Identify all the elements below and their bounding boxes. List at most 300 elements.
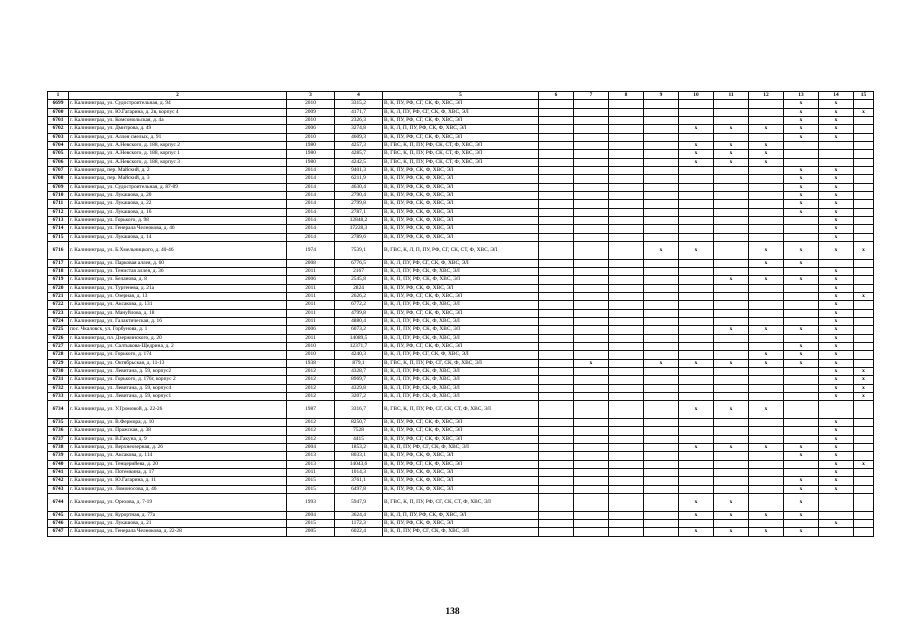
- mark-cell: [679, 519, 714, 527]
- mark-cell: [714, 368, 749, 376]
- mark-cell: x: [819, 217, 854, 225]
- mark-cell: [749, 519, 784, 527]
- mark-cell: [679, 208, 714, 216]
- mark-cell: [609, 158, 644, 166]
- row-number: 6728: [48, 351, 69, 359]
- mark-cell: x: [854, 368, 874, 376]
- address-cell: г. Калининград, ул. Левитана, д. 59, корпус4: [69, 384, 287, 392]
- mark-cell: [574, 158, 609, 166]
- mark-cell: [644, 528, 679, 536]
- mark-cell: x: [819, 393, 854, 401]
- area-cell: 6022,4: [335, 528, 383, 536]
- mark-cell: x: [749, 158, 784, 166]
- mark-cell: [539, 200, 574, 208]
- mark-cell: [609, 435, 644, 443]
- area-cell: 8033,1: [335, 452, 383, 460]
- mark-cell: [714, 318, 749, 326]
- mark-cell: [574, 368, 609, 376]
- area-cell: 2167: [335, 267, 383, 275]
- mark-cell: [714, 183, 749, 191]
- systems-cell: В, ГВС, К, П, ПУ, РФ, СГ, СК, СТ, Ф, ХВС, ЭЛ: [383, 401, 539, 419]
- row-number: 6713: [48, 217, 69, 225]
- mark-cell: [644, 233, 679, 241]
- mark-cell: [749, 427, 784, 435]
- area-cell: 3274,8: [335, 125, 383, 133]
- mark-cell: [714, 175, 749, 183]
- mark-cell: [644, 511, 679, 519]
- mark-cell: x: [819, 233, 854, 241]
- year-cell: 2012: [287, 368, 335, 376]
- mark-cell: [539, 158, 574, 166]
- mark-cell: x: [819, 133, 854, 141]
- mark-cell: [539, 100, 574, 108]
- mark-cell: [539, 368, 574, 376]
- mark-cell: [609, 192, 644, 200]
- mark-cell: [574, 167, 609, 175]
- mark-cell: [539, 301, 574, 309]
- row-number: 6723: [48, 309, 69, 317]
- mark-cell: [609, 175, 644, 183]
- mark-cell: x: [749, 150, 784, 158]
- mark-cell: [574, 334, 609, 342]
- mark-cell: [679, 351, 714, 359]
- year-cell: 2015: [287, 485, 335, 493]
- mark-cell: [854, 208, 874, 216]
- table-row: [48, 452, 874, 460]
- mark-cell: [749, 334, 784, 342]
- mark-cell: [539, 150, 574, 158]
- systems-cell: В, К, ПУ, РФ, СК, Ф, ХВС, ЭЛ: [383, 519, 539, 527]
- mark-cell: [854, 452, 874, 460]
- mark-cell: x: [819, 284, 854, 292]
- mark-cell: x: [749, 511, 784, 519]
- mark-cell: [784, 368, 819, 376]
- mark-cell: x: [819, 276, 854, 284]
- mark-cell: x: [714, 276, 749, 284]
- mark-cell: [609, 150, 644, 158]
- mark-cell: [609, 368, 644, 376]
- mark-cell: [574, 485, 609, 493]
- row-number: 6709: [48, 183, 69, 191]
- mark-cell: [539, 217, 574, 225]
- mark-cell: [714, 376, 749, 384]
- mark-cell: [574, 384, 609, 392]
- area-cell: 5947,9: [335, 494, 383, 512]
- mark-cell: x: [784, 444, 819, 452]
- row-number: 6699: [48, 100, 69, 108]
- year-cell: 1980: [287, 150, 335, 158]
- mark-cell: x: [784, 343, 819, 351]
- mark-cell: [644, 200, 679, 208]
- mark-cell: [854, 477, 874, 485]
- mark-cell: [644, 183, 679, 191]
- mark-cell: [644, 334, 679, 342]
- area-cell: 9401,3: [335, 167, 383, 175]
- year-cell: 2013: [287, 452, 335, 460]
- mark-cell: [539, 125, 574, 133]
- mark-cell: [644, 276, 679, 284]
- mark-cell: x: [679, 158, 714, 166]
- mark-cell: [854, 116, 874, 124]
- mark-cell: [784, 435, 819, 443]
- mark-cell: [609, 100, 644, 108]
- mark-cell: [609, 309, 644, 317]
- mark-cell: [609, 351, 644, 359]
- year-cell: 2004: [287, 444, 335, 452]
- address-cell: г. Калининград, ул. Верхнеозерная, д. 26: [69, 444, 287, 452]
- year-cell: 1938: [287, 359, 335, 367]
- column-header: 3: [287, 92, 335, 100]
- mark-cell: x: [819, 351, 854, 359]
- systems-cell: В, К, Л, ПУ, РФ, СГ, СК, Ф, ХВС, ЭЛ: [383, 259, 539, 267]
- mark-cell: [714, 485, 749, 493]
- mark-cell: [854, 259, 874, 267]
- table-row: [48, 435, 874, 443]
- mark-cell: [784, 318, 819, 326]
- mark-cell: x: [784, 528, 819, 536]
- mark-cell: [679, 267, 714, 275]
- systems-cell: В, ГВС, К, П, ПУ, РФ, СГ, СК, Ф, ХВС, ЭЛ: [383, 359, 539, 367]
- mark-cell: [714, 293, 749, 301]
- mark-cell: [574, 242, 609, 260]
- mark-cell: [854, 519, 874, 527]
- table-row: [48, 133, 874, 141]
- table-row: [48, 276, 874, 284]
- year-cell: 2014: [287, 225, 335, 233]
- mark-cell: [714, 225, 749, 233]
- mark-cell: x: [679, 142, 714, 150]
- mark-cell: [784, 393, 819, 401]
- table-row: [48, 167, 874, 175]
- mark-cell: [784, 301, 819, 309]
- area-cell: 4415: [335, 435, 383, 443]
- address-cell: г. Калининград, ул. Генерала Челнокова, д. 46: [69, 225, 287, 233]
- mark-cell: [609, 142, 644, 150]
- mark-cell: x: [679, 150, 714, 158]
- mark-cell: [854, 158, 874, 166]
- mark-cell: [749, 267, 784, 275]
- row-number: 6715: [48, 233, 69, 241]
- address-cell: г. Калининград, ул. Октябрьская, д. 11-13: [69, 359, 287, 367]
- mark-cell: [539, 384, 574, 392]
- mark-cell: [609, 267, 644, 275]
- mark-cell: x: [819, 108, 854, 116]
- area-cell: 3315,2: [335, 100, 383, 108]
- mark-cell: x: [819, 343, 854, 351]
- mark-cell: [644, 401, 679, 419]
- systems-cell: В, К, Л, ПУ, РФ, СК, Ф, ХВС, ЭЛ: [383, 334, 539, 342]
- mark-cell: [714, 208, 749, 216]
- mark-cell: [644, 293, 679, 301]
- mark-cell: [644, 435, 679, 443]
- mark-cell: x: [819, 309, 854, 317]
- mark-cell: x: [784, 116, 819, 124]
- mark-cell: x: [784, 477, 819, 485]
- table-row: [48, 200, 874, 208]
- mark-cell: [679, 368, 714, 376]
- mark-cell: [609, 334, 644, 342]
- mark-cell: x: [819, 452, 854, 460]
- area-cell: 2326,3: [335, 116, 383, 124]
- table-row: [48, 343, 874, 351]
- area-cell: 14043,6: [335, 460, 383, 468]
- mark-cell: x: [854, 293, 874, 301]
- mark-cell: [679, 460, 714, 468]
- mark-cell: [574, 309, 609, 317]
- year-cell: 2012: [287, 393, 335, 401]
- mark-cell: [714, 427, 749, 435]
- area-cell: 2824: [335, 284, 383, 292]
- mark-cell: [714, 108, 749, 116]
- mark-cell: [609, 469, 644, 477]
- systems-cell: В, К, ПУ, РФ, СГ, СК, Ф, ХВС, ЭЛ: [383, 435, 539, 443]
- mark-cell: [854, 326, 874, 334]
- mark-cell: [749, 208, 784, 216]
- mark-cell: [644, 444, 679, 452]
- mark-cell: [644, 133, 679, 141]
- mark-cell: x: [679, 242, 714, 260]
- table-row: [48, 284, 874, 292]
- year-cell: 2015: [287, 477, 335, 485]
- mark-cell: [539, 108, 574, 116]
- mark-cell: [679, 133, 714, 141]
- mark-cell: [644, 343, 679, 351]
- row-number: 6745: [48, 511, 69, 519]
- row-number: 6717: [48, 259, 69, 267]
- area-cell: 2789,6: [335, 233, 383, 241]
- address-cell: г. Калининград, ул. Парковая аллея, д. 60: [69, 259, 287, 267]
- mark-cell: [644, 326, 679, 334]
- table-row: [48, 494, 874, 512]
- mark-cell: [574, 259, 609, 267]
- address-cell: г. Калининград, ул. Ю.Гагарина, д. 2в, корпус 4: [69, 108, 287, 116]
- address-cell: г. Калининград, ул. Потемкина, д. 17: [69, 469, 287, 477]
- row-number: 6743: [48, 485, 69, 493]
- mark-cell: [644, 208, 679, 216]
- mark-cell: [749, 435, 784, 443]
- mark-cell: [574, 284, 609, 292]
- mark-cell: [644, 116, 679, 124]
- mark-cell: [679, 427, 714, 435]
- table-row: [48, 334, 874, 342]
- year-cell: 2010: [287, 100, 335, 108]
- systems-cell: В, К, ПУ, РФ, СК, Ф, ХВС, ЭЛ: [383, 284, 539, 292]
- table-row: [48, 301, 874, 309]
- mark-cell: [749, 192, 784, 200]
- mark-cell: [749, 301, 784, 309]
- year-cell: 2014: [287, 200, 335, 208]
- mark-cell: [784, 150, 819, 158]
- address-cell: г. Калининград, ул. Озерная, д. 13: [69, 293, 287, 301]
- mark-cell: [749, 343, 784, 351]
- year-cell: 2012: [287, 427, 335, 435]
- systems-cell: В, К, ПУ, РФ, СК, Ф, ХВС, ЭЛ: [383, 208, 539, 216]
- mark-cell: [819, 150, 854, 158]
- area-cell: 6073,2: [335, 326, 383, 334]
- row-number: 6712: [48, 208, 69, 216]
- row-number: 6706: [48, 158, 69, 166]
- area-cell: 8250,7: [335, 418, 383, 426]
- mark-cell: [609, 225, 644, 233]
- mark-cell: [539, 309, 574, 317]
- row-number: 6741: [48, 469, 69, 477]
- mark-cell: [749, 108, 784, 116]
- mark-cell: x: [819, 318, 854, 326]
- table-row: [48, 267, 874, 275]
- mark-cell: [539, 208, 574, 216]
- address-cell: г. Калининград, ул. Тургенева, д. 21а: [69, 284, 287, 292]
- systems-cell: В, К, ПУ, РФ, СК, Ф, ХВС, ЭЛ: [383, 233, 539, 241]
- table-row: [48, 326, 874, 334]
- area-cell: 879,1: [335, 359, 383, 367]
- systems-cell: В, ГВС, К, Л, П, ПУ, РФ, СГ, СК, СТ, Ф, ХВС, ЭЛ: [383, 242, 539, 260]
- mark-cell: [574, 376, 609, 384]
- address-cell: г. Калининград, ул. Курортная, д. 77а: [69, 511, 287, 519]
- area-cell: 6776,5: [335, 259, 383, 267]
- year-cell: 2006: [287, 276, 335, 284]
- mark-cell: x: [819, 192, 854, 200]
- column-header: 1: [48, 92, 69, 100]
- mark-cell: [644, 318, 679, 326]
- mark-cell: [539, 225, 574, 233]
- systems-cell: В, ГВС, К, П, ПУ, РФ, СК, СТ, Ф, ХВС, ЭЛ: [383, 150, 539, 158]
- area-cell: 6772,2: [335, 301, 383, 309]
- table-row: [48, 368, 874, 376]
- mark-cell: [539, 427, 574, 435]
- mark-cell: [644, 100, 679, 108]
- area-cell: 7539,1: [335, 242, 383, 260]
- systems-cell: В, К, ПУ, РФ, СГ, СК, Ф, ХВС, ЭЛ: [383, 460, 539, 468]
- mark-cell: [714, 452, 749, 460]
- mark-cell: [609, 125, 644, 133]
- year-cell: 2006: [287, 125, 335, 133]
- mark-cell: [609, 494, 644, 512]
- column-header: 14: [819, 92, 854, 100]
- mark-cell: [749, 284, 784, 292]
- mark-cell: x: [784, 192, 819, 200]
- table-row: [48, 401, 874, 419]
- year-cell: 2015: [287, 519, 335, 527]
- mark-cell: x: [819, 384, 854, 392]
- area-cell: 3316,7: [335, 401, 383, 419]
- area-cell: 4285,7: [335, 150, 383, 158]
- mark-cell: [644, 418, 679, 426]
- mark-cell: [539, 528, 574, 536]
- mark-cell: [679, 301, 714, 309]
- mark-cell: [539, 401, 574, 419]
- systems-cell: В, К, ПУ, РФ, СГ, СК, Ф, ХВС, ЭЛ: [383, 133, 539, 141]
- year-cell: 2011: [287, 301, 335, 309]
- mark-cell: x: [854, 460, 874, 468]
- mark-cell: [609, 393, 644, 401]
- mark-cell: x: [819, 359, 854, 367]
- mark-cell: [539, 477, 574, 485]
- mark-cell: [644, 368, 679, 376]
- mark-cell: x: [644, 359, 679, 367]
- area-cell: 14089,5: [335, 334, 383, 342]
- area-cell: 4329,8: [335, 384, 383, 392]
- area-cell: 3624,4: [335, 511, 383, 519]
- mark-cell: [784, 309, 819, 317]
- mark-cell: [714, 343, 749, 351]
- table-row: [48, 460, 874, 468]
- address-cell: г. Калининград, ул. Лукашова, д. 16: [69, 208, 287, 216]
- systems-cell: В, К, Л, ПУ, РФ, СК, Ф, ХВС, ЭЛ: [383, 393, 539, 401]
- row-number: 6739: [48, 452, 69, 460]
- mark-cell: x: [819, 444, 854, 452]
- table-row: [48, 469, 874, 477]
- mark-cell: x: [784, 108, 819, 116]
- mark-cell: [714, 217, 749, 225]
- table-row: [48, 318, 874, 326]
- year-cell: 2011: [287, 334, 335, 342]
- mark-cell: [784, 418, 819, 426]
- address-cell: г. Калининград, ул. Орехова, д. 7-19: [69, 494, 287, 512]
- mark-cell: [854, 142, 874, 150]
- mark-cell: [749, 293, 784, 301]
- column-header: 13: [784, 92, 819, 100]
- mark-cell: [679, 108, 714, 116]
- mark-cell: [784, 158, 819, 166]
- mark-cell: [609, 511, 644, 519]
- systems-cell: В, К, ПУ, РФ, СК, Ф, ХВС, ЭЛ: [383, 167, 539, 175]
- mark-cell: [679, 175, 714, 183]
- mark-cell: [819, 511, 854, 519]
- mark-cell: [644, 284, 679, 292]
- area-cell: 4240,3: [335, 351, 383, 359]
- row-number: 6708: [48, 175, 69, 183]
- mark-cell: x: [819, 418, 854, 426]
- mark-cell: x: [819, 208, 854, 216]
- mark-cell: [784, 376, 819, 384]
- mark-cell: x: [819, 175, 854, 183]
- address-cell: г. Калининград, ул. Аллея смелых, д. 91: [69, 133, 287, 141]
- systems-cell: В, К, Л, П, ПУ, РФ, СК, Ф, ХВС, ЭЛ: [383, 511, 539, 519]
- header-row: [48, 92, 874, 100]
- mark-cell: [854, 150, 874, 158]
- mark-cell: [854, 435, 874, 443]
- mark-cell: [749, 368, 784, 376]
- column-header: 9: [644, 92, 679, 100]
- address-cell: г. Калининград, ул. У.Громовой, д. 22-26: [69, 401, 287, 419]
- table-row: [48, 477, 874, 485]
- mark-cell: x: [819, 242, 854, 260]
- row-number: 6725: [48, 326, 69, 334]
- mark-cell: [714, 393, 749, 401]
- row-number: 6735: [48, 418, 69, 426]
- mark-cell: [609, 276, 644, 284]
- mark-cell: [539, 494, 574, 512]
- mark-cell: [679, 376, 714, 384]
- area-cell: 4609,3: [335, 133, 383, 141]
- year-cell: 2010: [287, 343, 335, 351]
- address-cell: г. Калининград, ул. Тенистая аллея, д. 36: [69, 267, 287, 275]
- table-row: [48, 444, 874, 452]
- mark-cell: [749, 460, 784, 468]
- mark-cell: [644, 460, 679, 468]
- mark-cell: x: [819, 469, 854, 477]
- mark-cell: [609, 183, 644, 191]
- mark-cell: [679, 326, 714, 334]
- mark-cell: x: [819, 326, 854, 334]
- mark-cell: [679, 309, 714, 317]
- mark-cell: [714, 351, 749, 359]
- mark-cell: [714, 309, 749, 317]
- row-number: 6704: [48, 142, 69, 150]
- mark-cell: x: [714, 444, 749, 452]
- mark-cell: [749, 217, 784, 225]
- address-cell: г. Калининград, ул. Горького, д. 176г, корпус 2: [69, 376, 287, 384]
